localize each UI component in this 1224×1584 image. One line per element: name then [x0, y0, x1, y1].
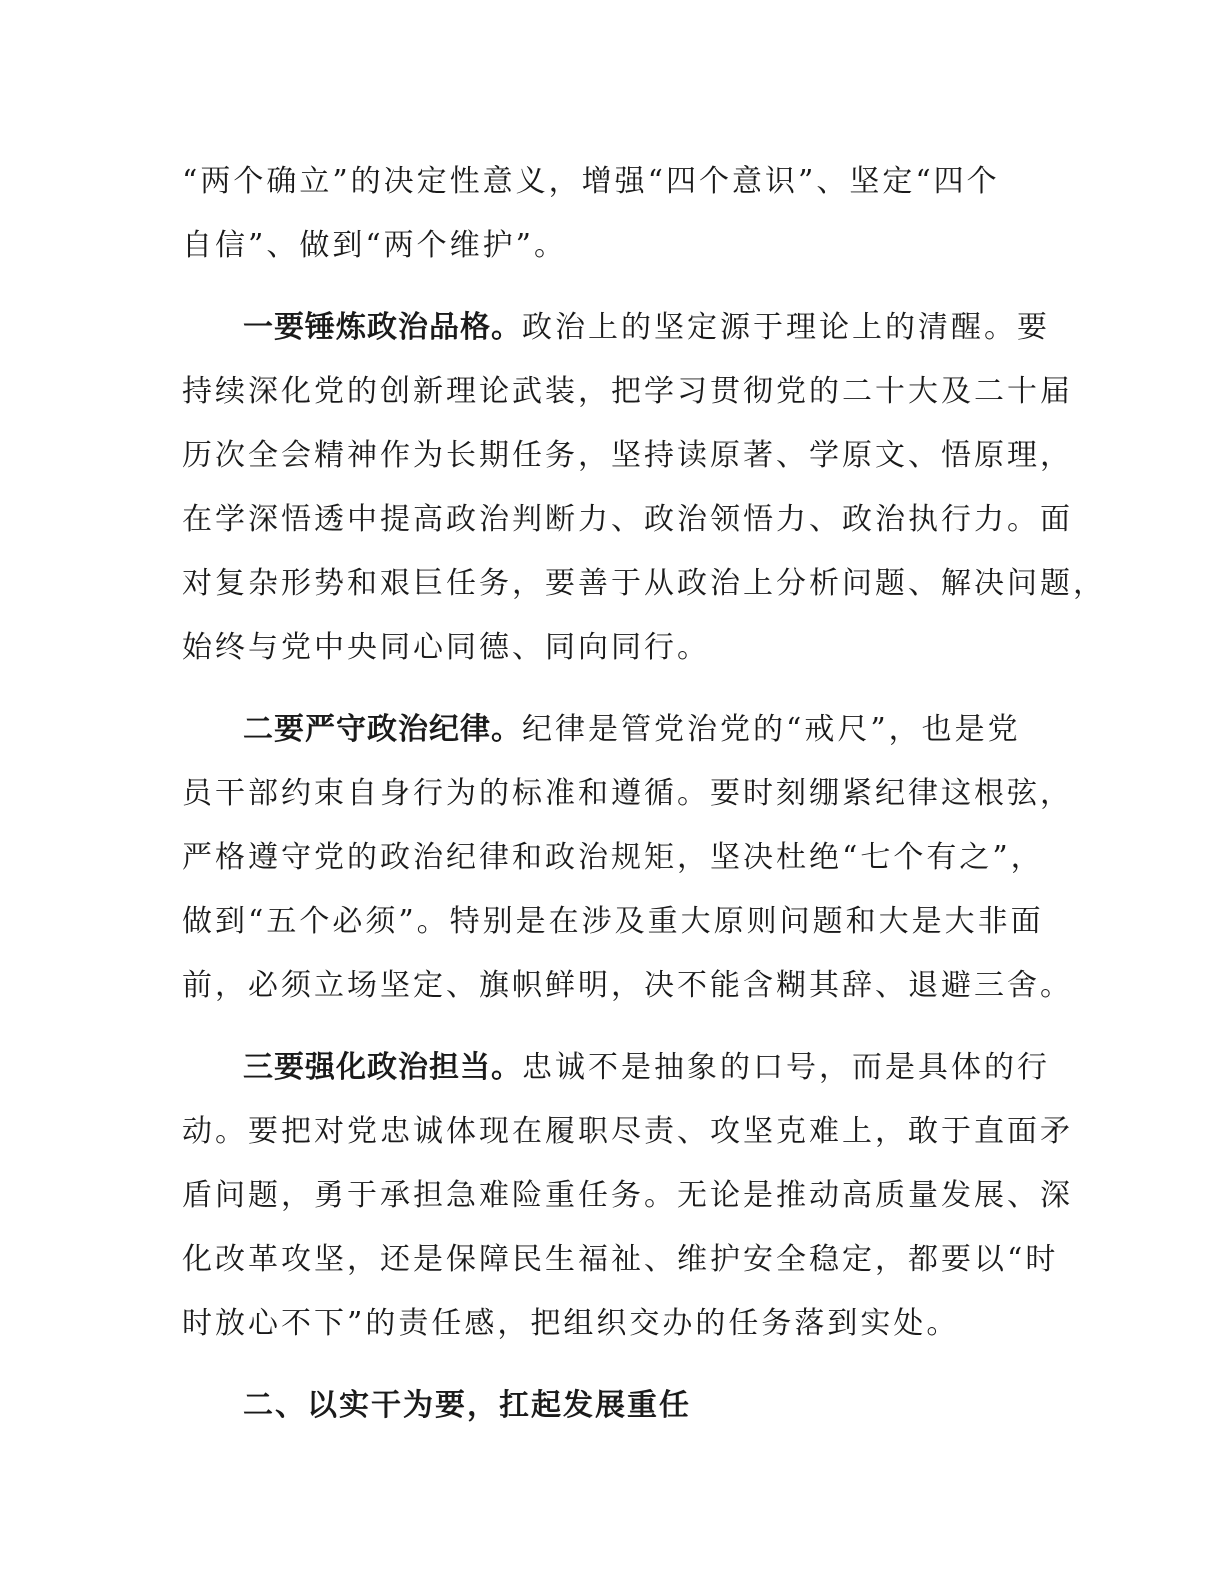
paragraph-political-character [182, 296, 1106, 680]
paragraph-lead: 三要强化政治担当。 [243, 1050, 522, 1085]
text-line: “两个确立”的决定性意义，增强“四个意识”、坚定“四个 [182, 164, 1000, 199]
text-line: 员干部约束自身行为的标准和遵循。要时刻绷紧纪律这根弦， [182, 776, 1073, 811]
paragraph-first-line [182, 296, 1052, 360]
text-line: 严格遵守党的政治纪律和政治规矩，坚决杜绝“七个有之”， [182, 840, 1044, 875]
text-line: 做到“五个必须”。特别是在涉及重大原则问题和大是大非面 [182, 904, 1044, 939]
paragraph-political-discipline [182, 698, 1073, 1018]
paragraph-political-responsibility [182, 1036, 1073, 1356]
text-line: 始终与党中央同心同德、同向同行。 [182, 630, 710, 665]
paragraph-text: 政治上的坚定源于理论上的清醒。要 [522, 310, 1050, 345]
text-line: 化改革攻坚，还是保障民生福祉、维护安全稳定，都要以“时 [182, 1242, 1059, 1277]
section-heading: 二、以实干为要，扛起发展重任 [243, 1388, 691, 1423]
text-line: 对复杂形势和艰巨任务，要善于从政治上分析问题、解决问题， [182, 566, 1106, 601]
text-line: 盾问题，勇于承担急难险重任务。无论是推动高质量发展、深 [182, 1178, 1073, 1213]
paragraph-lead: 二要严守政治纪律。 [243, 712, 522, 747]
text-line: 时放心不下”的责任感，把组织交办的任务落到实处。 [182, 1306, 960, 1341]
text-line: 持续深化党的创新理论武装，把学习贯彻党的二十大及二十届 [182, 374, 1073, 409]
text-line: 动。要把对党忠诚体现在履职尽责、攻坚克难上，敢于直面矛 [182, 1114, 1073, 1149]
paragraph-lead: 一要锤炼政治品格。 [243, 310, 522, 345]
text-line: 在学深悟透中提高政治判断力、政治领悟力、政治执行力。面 [182, 502, 1073, 537]
text-line: 历次全会精神作为长期任务，坚持读原著、学原文、悟原理， [182, 438, 1073, 473]
paragraph-continuation [182, 150, 1052, 278]
paragraph-first-line [182, 1036, 1052, 1100]
paragraph-text: 忠诚不是抽象的口号，而是具体的行 [522, 1050, 1050, 1085]
paragraph-first-line [182, 698, 1052, 762]
text-line: 前，必须立场坚定、旗帜鲜明，决不能含糊其辞、退避三舍。 [182, 968, 1073, 1003]
paragraph-text: 纪律是管党治党的“戒尺”，也是党 [522, 712, 1021, 747]
text-line: 自信”、做到“两个维护”。 [182, 228, 568, 263]
document-page [182, 150, 1106, 1438]
